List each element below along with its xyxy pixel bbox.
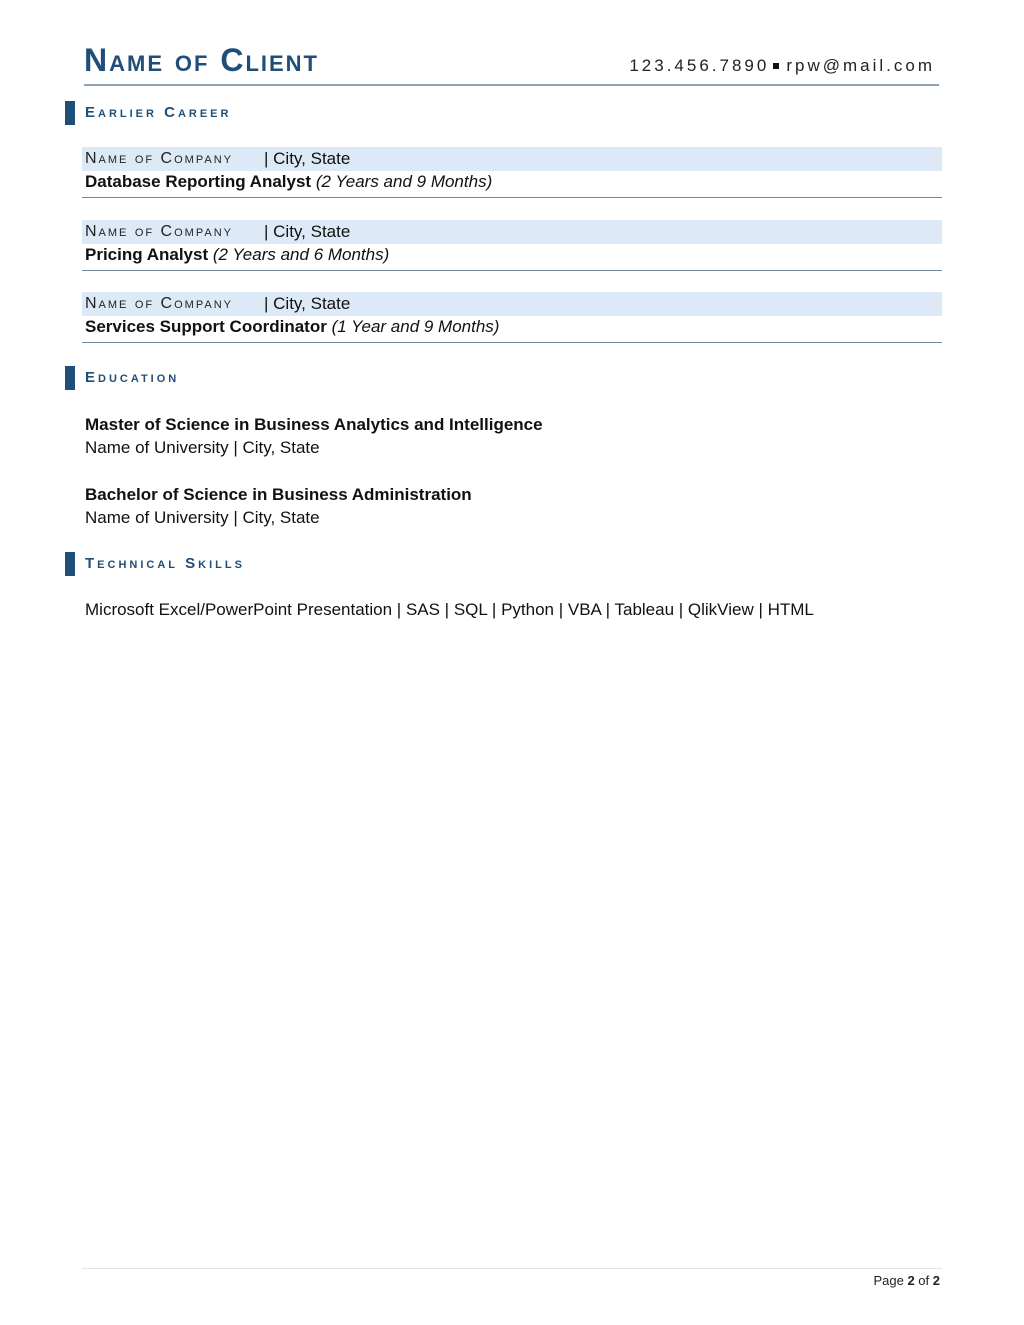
section-title: Earlier Career <box>85 104 232 121</box>
job-title-row <box>85 317 499 337</box>
phone-number: 123.456.7890 <box>629 56 770 75</box>
job-title: Pricing Analyst <box>85 245 209 264</box>
company-row <box>82 220 942 244</box>
company-location: | City, State <box>264 149 351 168</box>
skills-list: Microsoft Excel/PowerPoint Presentation | SAS | SQL | Python | VBA | Tableau | QlikView | HTML <box>85 600 814 619</box>
company-row <box>82 147 942 171</box>
section-marker-bar <box>65 101 75 125</box>
section-title: Technical Skills <box>85 555 245 572</box>
job-entry <box>82 292 942 343</box>
section-title: Education <box>85 369 180 386</box>
section-marker-bar <box>65 552 75 576</box>
email-address: rpw@mail.com <box>786 56 935 75</box>
footer-divider <box>82 1268 942 1269</box>
job-title-row <box>85 245 389 265</box>
job-entry <box>82 220 942 271</box>
page-of-label: of <box>918 1273 930 1288</box>
company-location: | City, State <box>264 222 351 241</box>
degree-title: Bachelor of Science in Business Administration <box>85 485 472 504</box>
job-duration: (2 Years and 6 Months) <box>212 245 390 264</box>
company-name: Name of Company <box>85 223 233 240</box>
page-current: 2 <box>907 1273 915 1288</box>
job-title: Database Reporting Analyst <box>85 172 312 191</box>
job-entry <box>82 147 942 198</box>
contact-info <box>629 56 935 76</box>
company-name: Name of Company <box>85 150 233 167</box>
job-duration: (1 Year and 9 Months) <box>331 317 500 336</box>
education-entry <box>85 413 925 459</box>
page-total: 2 <box>932 1273 940 1288</box>
page-label: Page <box>873 1273 904 1288</box>
separator-square-icon <box>773 63 779 69</box>
job-title-row <box>85 172 492 192</box>
company-location: | City, State <box>264 294 351 313</box>
company-row <box>82 292 942 316</box>
company-name: Name of Company <box>85 295 233 312</box>
job-title: Services Support Coordinator <box>85 317 327 336</box>
page-number <box>873 1273 940 1288</box>
degree-title: Master of Science in Business Analytics and Intelligence <box>85 415 543 434</box>
education-entry <box>85 483 925 529</box>
resume-header <box>84 38 939 86</box>
school-name: Name of University | City, State <box>85 438 320 457</box>
section-marker-bar <box>65 366 75 390</box>
school-name: Name of University | City, State <box>85 508 320 527</box>
job-duration: (2 Years and 9 Months) <box>315 172 493 191</box>
client-name: Name of Client <box>84 42 319 78</box>
